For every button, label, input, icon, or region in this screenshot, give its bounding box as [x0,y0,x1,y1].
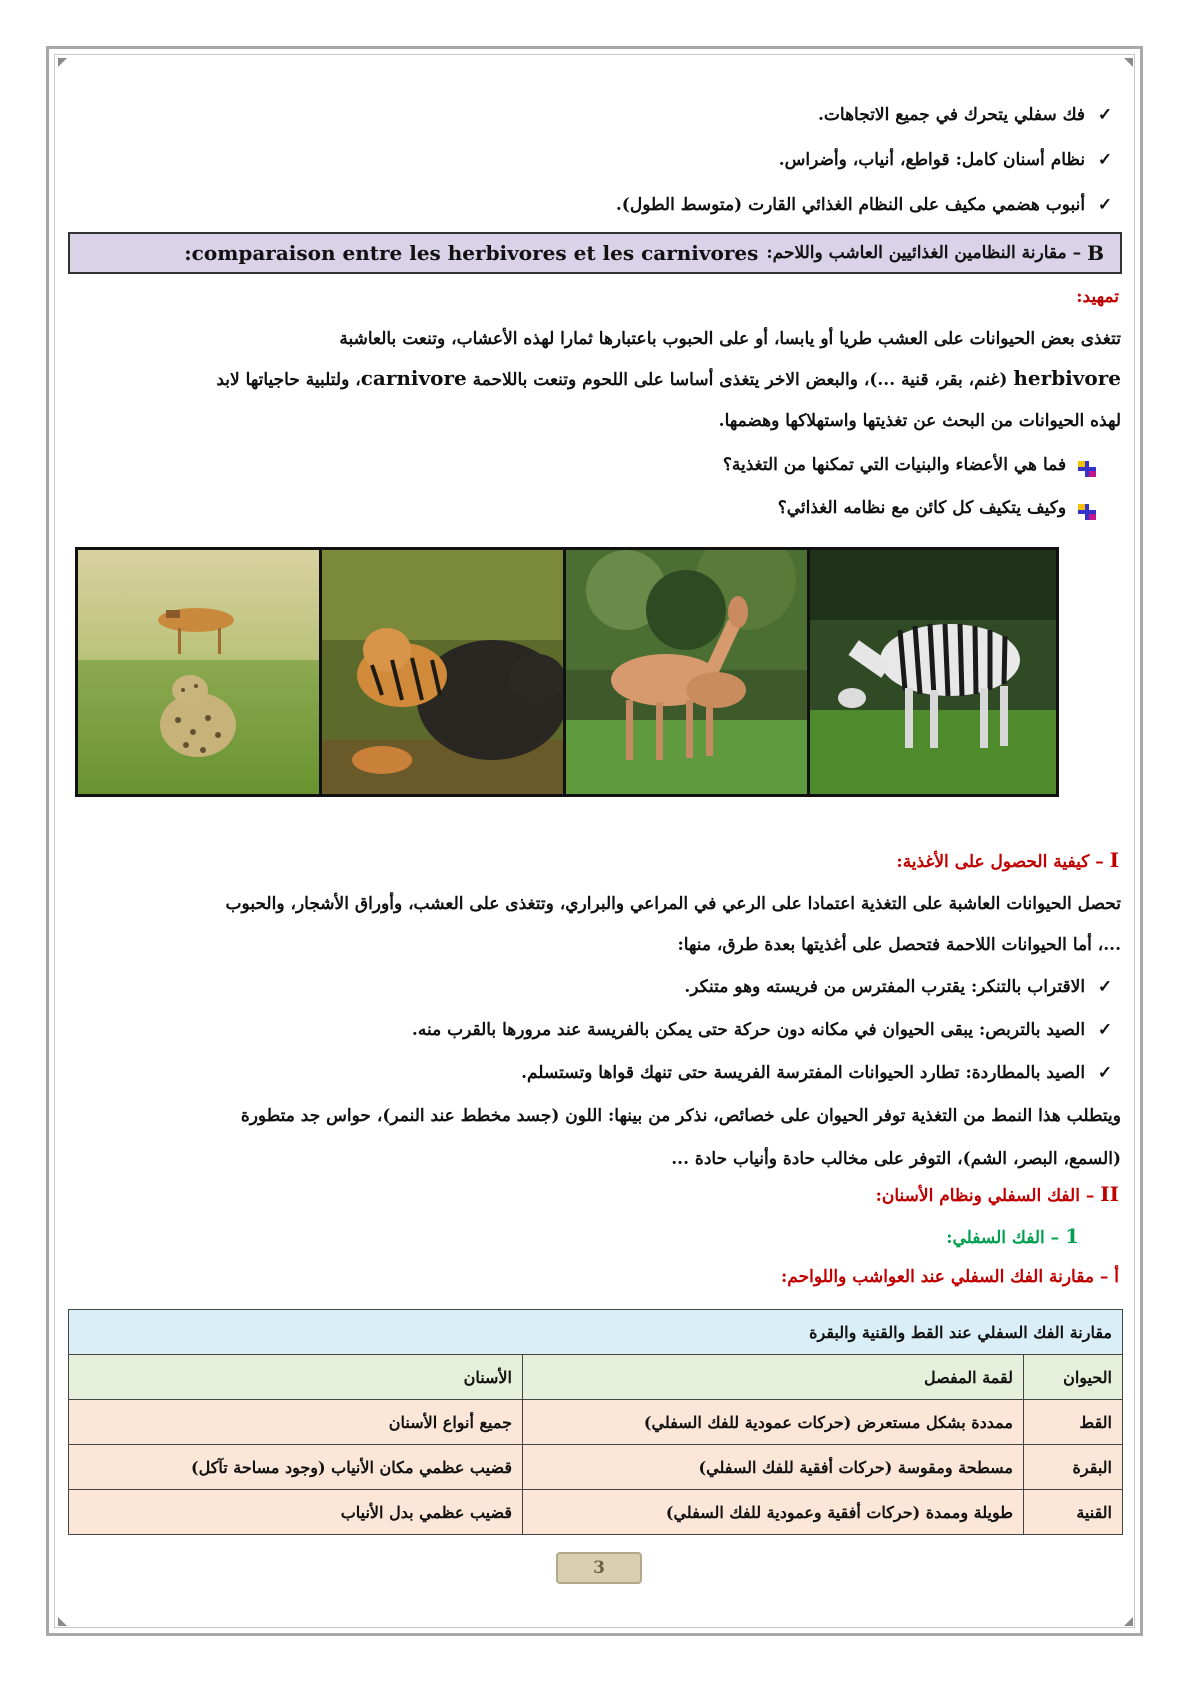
zebra-grazing-photo [807,547,1059,797]
section-dash: – [1072,243,1082,263]
table-title-row [69,1310,1123,1355]
bullet-item [70,101,1119,129]
table-row [69,1490,1123,1535]
section-letter: B [1087,241,1104,265]
section-dash: – [1095,852,1104,872]
subsection-a-heading: أ – مقارنة الفك السفلي عند العواشب واللواحم: [781,1267,1119,1287]
intro-line-3: لهذه الحيوانات من البحث عن تغذيتها واستهلاكها وهضمها. [718,411,1121,431]
section-1-para-1: تحصل الحيوانات العاشبة على التغذية اعتمادا على الرعي في المراعي والبراري، وتتغذى على العشب، وأوراق الأشجار، والحبوب [225,894,1121,914]
deer-feeding-photo [563,547,814,797]
page-number: 3 [556,1552,642,1584]
table-row [69,1400,1123,1445]
section-b-colon: : [184,241,192,265]
question-item [70,451,1096,479]
table-title: مقارنة الفك السفلي عند القط والقنية والبقرة [69,1310,1123,1355]
bullet-text: الصيد بالتربص: يبقى الحيوان في مكانه دون حركة حتى يمكن بالفريسة عند مرورها بالقرب منه. [411,1020,1086,1040]
table-cell: قضيب عظمي بدل الأنياب [69,1490,523,1535]
corner-ornament [58,1617,67,1626]
bullet-text: نظام أسنان كامل: قواطع، أنياب، وأضراس. [778,150,1086,170]
intro-line-2-text: (غنم، بقر، قنية ...)، والبعض الاخر يتغذى أساسا على اللحوم وتنعت باللاحمة [472,370,1008,390]
column-header: الحيوان [1024,1355,1123,1400]
table-cell: القط [1024,1400,1123,1445]
section-b-heading [68,232,1122,274]
check-icon: ✓ [1097,195,1113,215]
corner-ornament [1124,1617,1133,1626]
section-b-title-ar: مقارنة النظامين الغذائيين العاشب واللاحم: [766,243,1067,263]
section-number: I [1109,848,1119,872]
term-herbivore: herbivore [1013,366,1121,390]
section-title: الفك السفلي ونظام الأسنان: [875,1186,1080,1206]
section-title: كيفية الحصول على الأغذية: [896,852,1090,872]
table-row [69,1445,1123,1490]
table-cell: طويلة وممدة (حركات أفقية وعمودية للفك السفلي) [523,1490,1024,1535]
check-icon: ✓ [1097,977,1113,997]
check-icon: ✓ [1097,105,1113,125]
check-icon: ✓ [1097,1063,1113,1083]
corner-ornament [1124,58,1133,67]
check-icon: ✓ [1097,150,1113,170]
table-cell: ممددة بشكل مستعرض (حركات عمودية للفك السفلي) [523,1400,1024,1445]
section-1-heading [70,846,1119,876]
intro-line-2 [70,362,1121,396]
section-number: II [1100,1182,1119,1206]
bullet-flag-icon [1078,501,1096,517]
table-cell: البقرة [1024,1445,1123,1490]
section-1-para-3: ويتطلب هذا النمط من التغذية توفر الحيوان على خصائص، نذكر من بينها: اللون (جسد مخطط عند النمر)، حواس جد متطورة [240,1106,1121,1126]
section-1-para-2: ...، أما الحيوانات اللاحمة فتحصل على أغذيتها بعدة طرق، منها: [677,935,1121,955]
corner-ornament [58,58,67,67]
section-2-heading [70,1180,1119,1210]
bullet-text: أنبوب هضمي مكيف على النظام الغذائي القارت (متوسط الطول). [615,195,1086,215]
column-header: لقمة المفصل [523,1355,1024,1400]
bullet-item [70,146,1119,174]
intro-line-1: تتغذى بعض الحيوانات على العشب طريا أو يابسا، أو على الحبوب باعتبارها ثمارا لهذه الأعشاب، وتنعت بالعاشبة [339,329,1121,349]
intro-line-2-end: ، ولتلبية حاجياتها لابد [216,370,361,390]
photo-strip [75,547,1129,799]
table-cell: القنية [1024,1490,1123,1535]
bullet-text: الاقتراب بالتنكر: يقترب المفترس من فريسته وهو متنكر. [684,977,1086,997]
section-b-title-fr: comparaison entre les herbivores et les carnivores [191,241,759,265]
table-header-row [69,1355,1123,1400]
question-text: وكيف يتكيف كل كائن مع نظامه الغذائي؟ [777,498,1067,518]
bullet-item [70,1059,1119,1087]
bullet-item [70,1016,1119,1044]
bullet-text: فك سفلي يتحرك في جميع الاتجاهات. [817,105,1086,125]
subsection-title: الفك السفلي: [946,1228,1045,1248]
table-cell: مسطحة ومقوسة (حركات أفقية للفك السفلي) [523,1445,1024,1490]
bullet-item [70,973,1119,1001]
table-cell: جميع أنواع الأسنان [69,1400,523,1445]
question-item [70,494,1096,522]
leopard-gazelle-photo [75,547,326,797]
subsection-1-heading [70,1222,1079,1252]
term-carnivore: carnivore [360,366,467,390]
bullet-text: الصيد بالمطاردة: تطارد الحيوانات المفترسة الفريسة حتى تنهك قواها وتستسلم. [521,1063,1086,1083]
subsection-dash: – [1050,1228,1060,1248]
section-dash: – [1085,1186,1095,1206]
table-cell: قضيب عظمي مكان الأنياب (وجود مساحة تآكل) [69,1445,523,1490]
jaw-comparison-table [68,1309,1123,1535]
bullet-flag-icon [1078,458,1096,474]
tiger-buffalo-photo [319,547,570,797]
check-icon: ✓ [1097,1020,1113,1040]
section-1-para-4: (السمع، البصر، الشم)، التوفر على مخالب حادة وأنياب حادة ... [671,1149,1121,1169]
subsection-number: 1 [1065,1224,1079,1248]
column-header: الأسنان [69,1355,523,1400]
intro-heading: تمهيد: [1076,287,1119,307]
bullet-item [70,191,1119,219]
question-text: فما هي الأعضاء والبنيات التي تمكنها من التغذية؟ [722,455,1067,475]
